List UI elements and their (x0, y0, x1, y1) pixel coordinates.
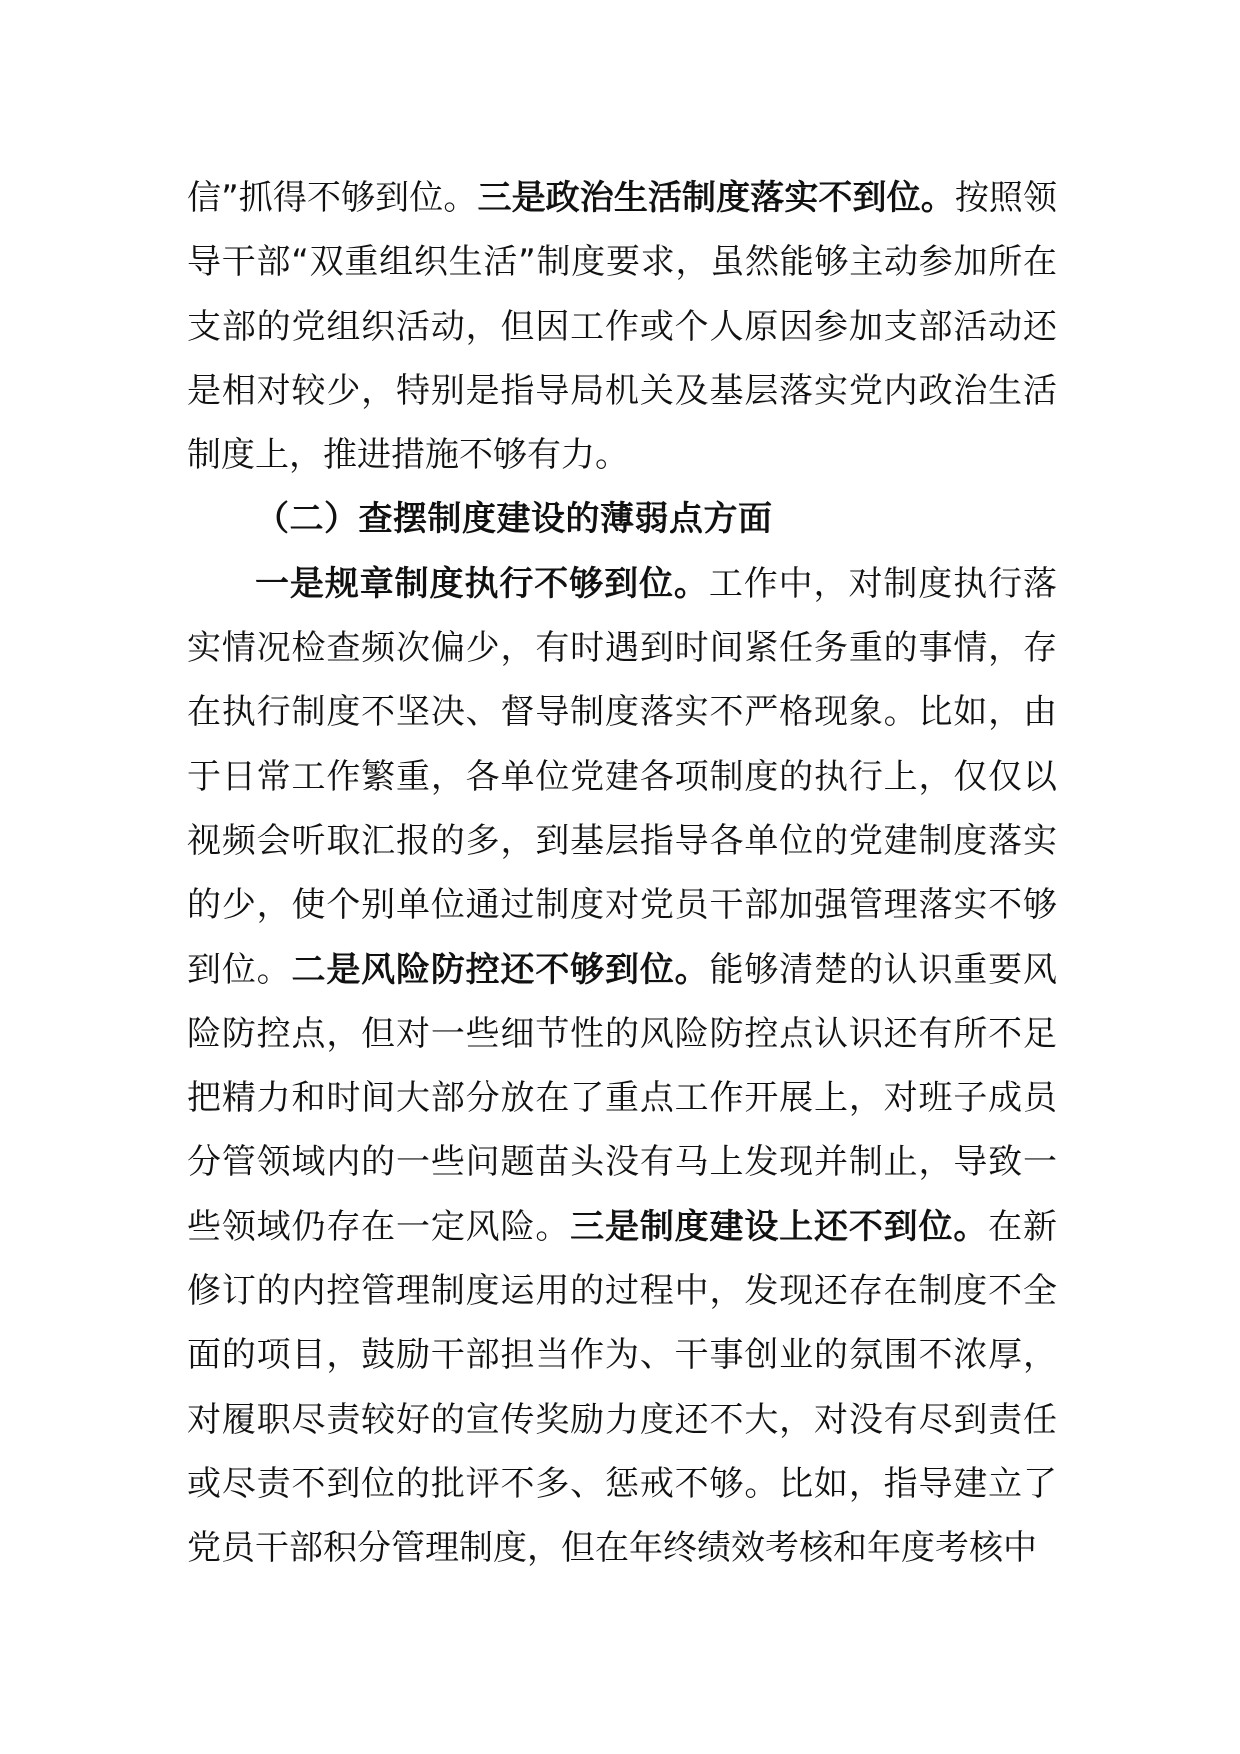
bold-point-three: 三是政治生活制度落实不到位。 (477, 178, 955, 218)
section-heading: （二）查摆制度建设的薄弱点方面 (255, 499, 773, 540)
paragraph-political-life (187, 166, 1057, 487)
paragraph-text: 按照领导干部“双重组织生活”制度要求，虽然能够主动参加所在支部的党组织活动，但因工作或个人原因参加支部活动还是相对较少，特别是指导局机关及基层落实党内政治生活制度上，推进措施不够有力。 (187, 178, 1058, 476)
paragraph-text: 能够清楚的认识重要风险防控点，但对一些细节性的风险防控点认识还有所不足把精力和时间大部分放在了重点工作开展上，对班子成员分管领域内的一些问题苗头没有马上发现并制止，导致一些领域仍存在一定风险。 (187, 949, 1057, 1247)
paragraph-text: 工作中，对制度执行落实情况检查频次偏少，有时遇到时间紧任务重的事情，存在执行制度不坚决、督导制度落实不严格现象。比如，由于日常工作繁重，各单位党建各项制度的执行上，仅仅以视频会听取汇报的多，到基层指导各单位的党建制度落实的少，使个别单位通过制度对党员干部加强管理落实不够到位。 (187, 563, 1058, 990)
paragraph-text: 信”抓得不够到位。 (187, 178, 478, 218)
bold-point-three: 三是制度建设上还不到位。 (570, 1206, 989, 1247)
document-page (187, 166, 1057, 1581)
bold-point-one: 一是规章制度执行不够到位。 (255, 563, 709, 604)
bold-point-two: 二是风险防控还不够到位。 (291, 949, 710, 990)
paragraph-text: 在新修订的内控管理制度运用的过程中，发现还存在制度不全面的项目，鼓励干部担当作为、干事创业的氛围不浓厚，对履职尽责较好的宣传奖励力度还不大，对没有尽到责任或尽责不到位的批评不多、惩戒不够。比如，指导建立了党员干部积分管理制度，但在年终绩效考核和年度考核中 (187, 1206, 1058, 1569)
paragraph-institution-building (187, 552, 1057, 1581)
